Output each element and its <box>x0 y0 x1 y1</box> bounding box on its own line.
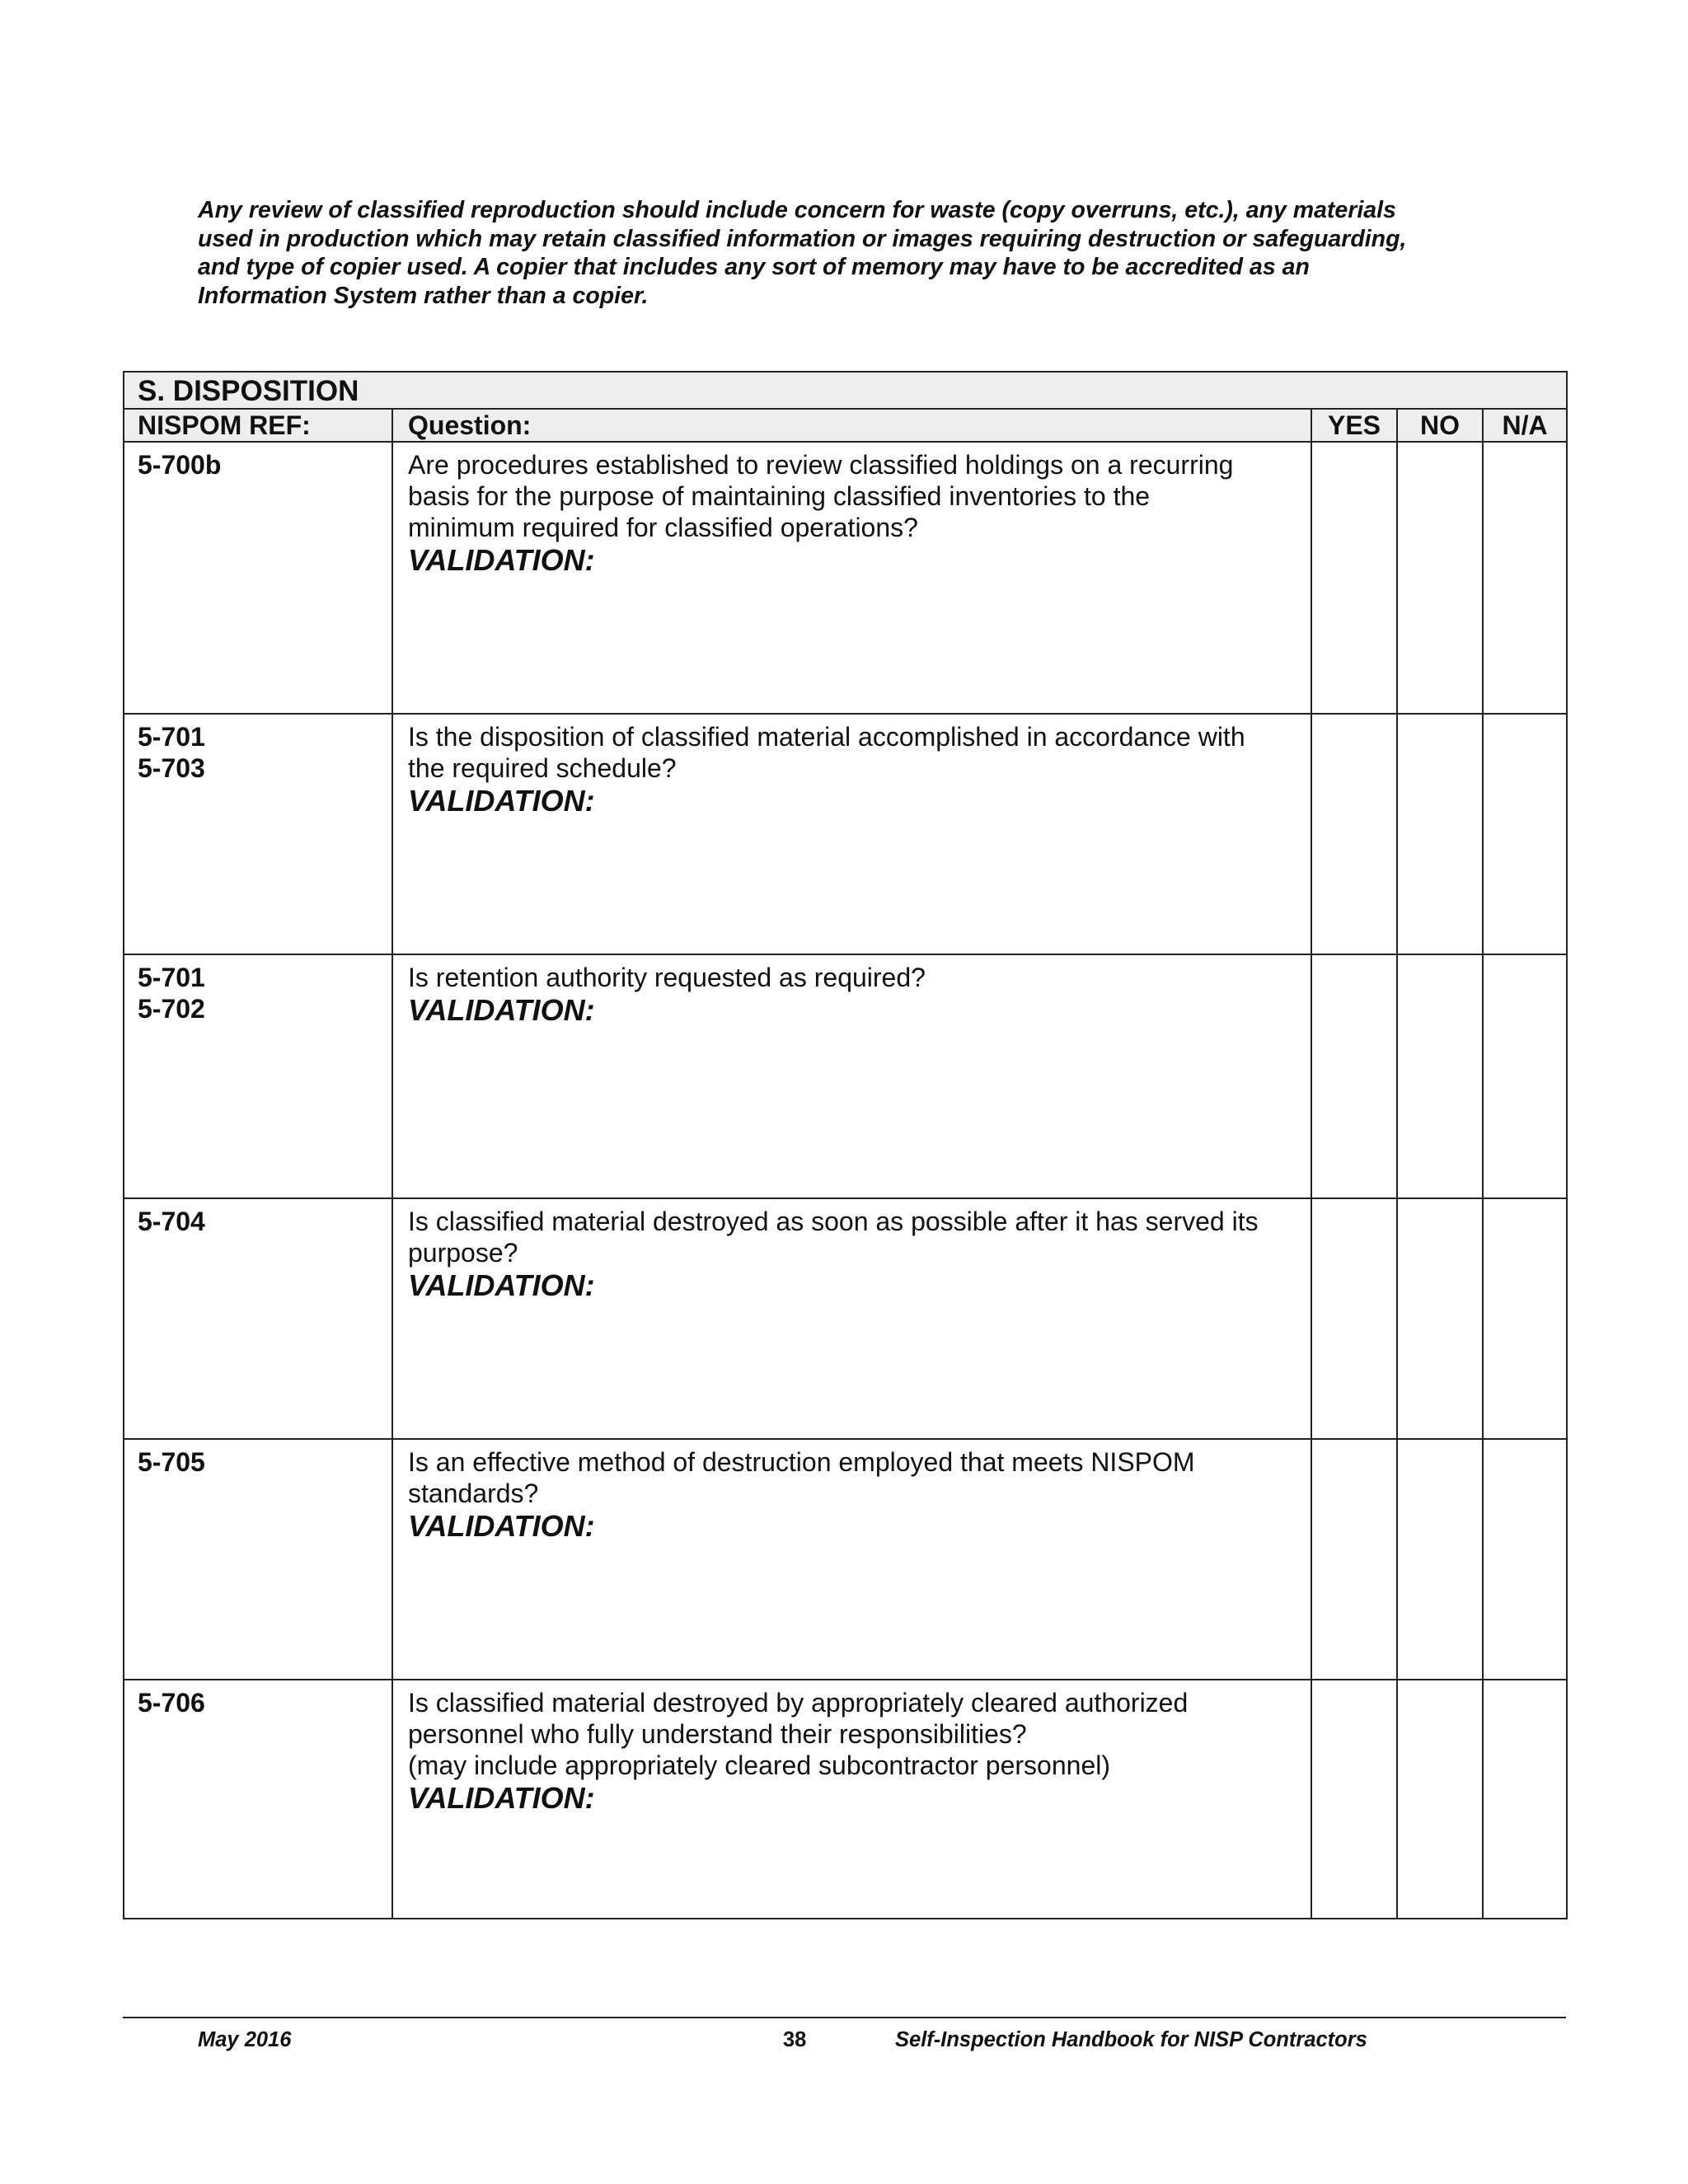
nispom-ref: 5-701 <box>138 722 205 752</box>
intro-note <box>198 196 1492 310</box>
nispom-ref: 5-701 <box>138 963 205 992</box>
nispom-ref-cell <box>124 442 392 714</box>
yes-checkbox-cell[interactable] <box>1311 714 1397 954</box>
question-line: Is an effective method of destruction employed that meets NISPOM <box>408 1447 1195 1477</box>
header-question: Question: <box>392 409 1311 442</box>
question-line: minimum required for classified operations? <box>408 513 918 542</box>
question-line: basis for the purpose of maintaining classified inventories to the <box>408 481 1151 511</box>
nispom-ref-cell <box>124 1680 392 1919</box>
question-cell <box>392 1680 1311 1919</box>
question-line: standards? <box>408 1479 539 1508</box>
question-line: Is the disposition of classified material accomplished in accordance with <box>408 722 1245 752</box>
nispom-ref: 5-704 <box>138 1207 205 1236</box>
table-row <box>124 714 1567 954</box>
na-checkbox-cell[interactable] <box>1483 1198 1567 1439</box>
no-checkbox-cell[interactable] <box>1397 954 1483 1198</box>
validation-label: VALIDATION: <box>408 1268 595 1302</box>
validation-label: VALIDATION: <box>408 1781 595 1815</box>
yes-checkbox-cell[interactable] <box>1311 442 1397 714</box>
table-row <box>124 1680 1567 1919</box>
question-line: Are procedures established to review classified holdings on a recurring <box>408 450 1234 480</box>
header-yes: YES <box>1311 409 1397 442</box>
question-cell <box>392 442 1311 714</box>
question-line: Is classified material destroyed as soon as possible after it has served its <box>408 1207 1259 1236</box>
na-checkbox-cell[interactable] <box>1483 1680 1567 1919</box>
yes-checkbox-cell[interactable] <box>1311 954 1397 1198</box>
question-line: Is classified material destroyed by appropriately cleared authorized <box>408 1688 1189 1718</box>
question-cell <box>392 1198 1311 1439</box>
question-cell <box>392 714 1311 954</box>
question-line: purpose? <box>408 1238 518 1268</box>
na-checkbox-cell[interactable] <box>1483 714 1567 954</box>
nispom-ref-cell <box>124 954 392 1198</box>
intro-line: Any review of classified reproduction should include concern for waste (copy overruns, etc.), any materials <box>198 197 1396 223</box>
intro-line: and type of copier used. A copier that includes any sort of memory may have to be accredited as an <box>198 254 1310 280</box>
table-row <box>124 1198 1567 1439</box>
na-checkbox-cell[interactable] <box>1483 1439 1567 1680</box>
nispom-ref: 5-700b <box>138 450 222 480</box>
table-row <box>124 442 1567 714</box>
no-checkbox-cell[interactable] <box>1397 1680 1483 1919</box>
question-cell <box>392 954 1311 1198</box>
validation-label: VALIDATION: <box>408 784 595 818</box>
yes-checkbox-cell[interactable] <box>1311 1198 1397 1439</box>
question-line: personnel who fully understand their responsibilities? <box>408 1719 1027 1749</box>
no-checkbox-cell[interactable] <box>1397 1198 1483 1439</box>
na-checkbox-cell[interactable] <box>1483 954 1567 1198</box>
nispom-ref: 5-702 <box>138 994 205 1024</box>
intro-line: Information System rather than a copier. <box>198 282 649 309</box>
footer-document-title: Self-Inspection Handbook for NISP Contractors <box>895 2028 1367 2051</box>
no-checkbox-cell[interactable] <box>1397 714 1483 954</box>
column-header-row <box>124 409 1567 442</box>
question-note: (may include appropriately cleared subcontractor personnel) <box>408 1750 1110 1780</box>
footer-date: May 2016 <box>198 2028 292 2051</box>
question-line: the required schedule? <box>408 753 677 783</box>
nispom-ref-cell <box>124 714 392 954</box>
disposition-checklist-table <box>123 371 1568 1919</box>
nispom-ref: 5-706 <box>138 1688 205 1718</box>
intro-line: used in production which may retain classified information or images requiring destruction or safeguarding, <box>198 225 1407 252</box>
table-row <box>124 954 1567 1198</box>
header-no: NO <box>1397 409 1483 442</box>
validation-label: VALIDATION: <box>408 993 595 1027</box>
validation-label: VALIDATION: <box>408 543 595 577</box>
na-checkbox-cell[interactable] <box>1483 442 1567 714</box>
no-checkbox-cell[interactable] <box>1397 442 1483 714</box>
header-nispom-ref: NISPOM REF: <box>124 409 392 442</box>
validation-label: VALIDATION: <box>408 1509 595 1543</box>
header-na: N/A <box>1483 409 1567 442</box>
section-header-row <box>124 372 1567 409</box>
no-checkbox-cell[interactable] <box>1397 1439 1483 1680</box>
table-row <box>124 1439 1567 1680</box>
nispom-ref: 5-705 <box>138 1447 205 1477</box>
section-title: S. DISPOSITION <box>124 372 1567 409</box>
nispom-ref: 5-703 <box>138 753 205 783</box>
nispom-ref-cell <box>124 1198 392 1439</box>
footer-divider <box>123 2017 1566 2018</box>
question-cell <box>392 1439 1311 1680</box>
question-line: Is retention authority requested as required? <box>408 963 926 992</box>
footer-page-number: 38 <box>783 2028 807 2051</box>
yes-checkbox-cell[interactable] <box>1311 1680 1397 1919</box>
nispom-ref-cell <box>124 1439 392 1680</box>
yes-checkbox-cell[interactable] <box>1311 1439 1397 1680</box>
